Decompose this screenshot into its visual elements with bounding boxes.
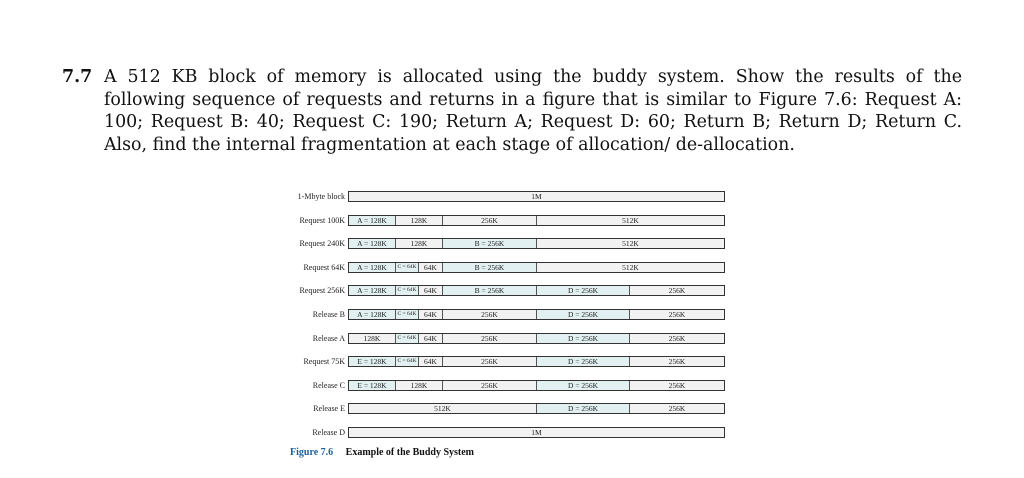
row-label: 1-Mbyte block <box>297 192 345 201</box>
free-block: 256K <box>443 381 537 390</box>
free-block: 64K <box>419 310 443 319</box>
free-block: 256K <box>443 334 537 343</box>
free-block: 256K <box>630 310 724 319</box>
allocated-block: D = 256K <box>537 310 630 319</box>
allocated-block: C = 64K <box>396 263 419 272</box>
free-block: 256K <box>630 404 724 413</box>
allocated-block: D = 256K <box>537 404 630 413</box>
free-block: 128K <box>396 239 443 248</box>
free-block: 1M <box>349 192 724 201</box>
free-block: 256K <box>630 334 724 343</box>
row-label: Request 256K <box>299 286 345 295</box>
row-label: Release A <box>312 334 345 343</box>
free-block: 1M <box>349 428 724 437</box>
free-block: 128K <box>396 216 443 225</box>
allocated-block: C = 64K <box>396 357 419 366</box>
figure-caption <box>290 447 474 458</box>
free-block: 256K <box>443 310 537 319</box>
allocated-block: A = 128K <box>349 239 396 248</box>
free-block: 64K <box>419 357 443 366</box>
memory-bar <box>348 191 725 202</box>
allocated-block: A = 128K <box>349 263 396 272</box>
allocated-block: D = 256K <box>537 381 630 390</box>
allocated-block: D = 256K <box>537 334 630 343</box>
allocated-block: B = 256K <box>443 286 537 295</box>
problem-statement <box>62 66 962 156</box>
allocated-block: C = 64K <box>396 286 419 295</box>
free-block: 256K <box>630 357 724 366</box>
free-block: 512K <box>349 404 537 413</box>
memory-bar <box>348 427 725 438</box>
memory-bar <box>348 380 725 391</box>
allocated-block: A = 128K <box>349 286 396 295</box>
free-block: 256K <box>443 216 537 225</box>
memory-bar <box>348 403 725 414</box>
free-block: 512K <box>537 239 724 248</box>
memory-bar <box>348 215 725 226</box>
allocated-block: B = 256K <box>443 263 537 272</box>
allocated-block: B = 256K <box>443 239 537 248</box>
free-block: 256K <box>443 357 537 366</box>
row-label: Release E <box>313 404 345 413</box>
allocated-block: C = 64K <box>396 334 419 343</box>
free-block: 128K <box>396 381 443 390</box>
free-block: 64K <box>419 263 443 272</box>
memory-bar <box>348 356 725 367</box>
allocated-block: E = 128K <box>349 381 396 390</box>
row-label: Release D <box>312 428 345 437</box>
free-block: 512K <box>537 216 724 225</box>
problem-number: 7.7 <box>62 67 93 87</box>
free-block: 256K <box>630 381 724 390</box>
memory-bar <box>348 262 725 273</box>
row-label: Request 64K <box>303 263 345 272</box>
memory-bar <box>348 238 725 249</box>
free-block: 128K <box>349 334 396 343</box>
allocated-block: E = 128K <box>349 357 396 366</box>
figure-number: Figure 7.6 <box>290 447 334 458</box>
row-label: Release B <box>312 310 345 319</box>
free-block: 256K <box>630 286 724 295</box>
allocated-block: C = 64K <box>396 310 419 319</box>
row-label: Request 75K <box>303 357 345 366</box>
memory-bar <box>348 309 725 320</box>
allocated-block: A = 128K <box>349 216 396 225</box>
problem-text: A 512 KB block of memory is allocated using the buddy system. Show the results of the following sequence of requests and returns in a figure that is similar to Figure 7.6: Request A: 100; Request B: 40; Request C: 190; Return A; Request D: 60; Return B; Return D; Return C. Also, find the internal fragmentation at each stage of allocation/ de-allocation. <box>104 67 962 155</box>
allocated-block: D = 256K <box>537 357 630 366</box>
row-label: Request 240K <box>299 239 345 248</box>
memory-bar <box>348 333 725 344</box>
memory-bar <box>348 285 725 296</box>
free-block: 64K <box>419 286 443 295</box>
free-block: 512K <box>537 263 724 272</box>
row-label: Request 100K <box>299 216 345 225</box>
allocated-block: D = 256K <box>537 286 630 295</box>
figure-title: Example of the Buddy System <box>345 447 475 458</box>
row-label: Release C <box>312 381 345 390</box>
free-block: 64K <box>419 334 443 343</box>
allocated-block: A = 128K <box>349 310 396 319</box>
